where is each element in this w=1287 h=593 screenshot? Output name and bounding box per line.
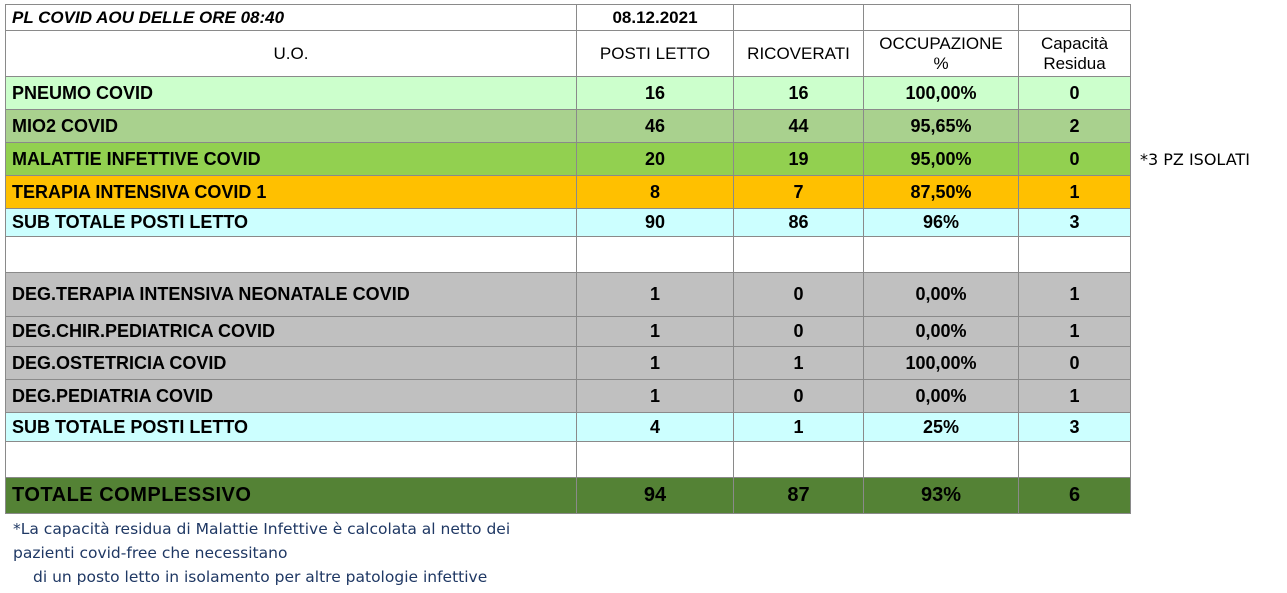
header-empty-cell	[1019, 5, 1131, 31]
row-label: SUB TOTALE POSTI LETTO	[6, 209, 577, 237]
row-label: MIO2 COVID	[6, 110, 577, 143]
ricoverati-value: 16	[734, 77, 864, 110]
posti-letto-value: 94	[577, 478, 734, 514]
posti-letto-value: 1	[577, 317, 734, 347]
table-row	[6, 143, 1131, 176]
column-header-capacita-line2: Residua	[1043, 53, 1106, 73]
column-header-uo: U.O.	[6, 31, 577, 77]
occupazione-value: 100,00%	[864, 347, 1019, 380]
row-label: DEG.PEDIATRIA COVID	[6, 380, 577, 413]
ricoverati-value: 7	[734, 176, 864, 209]
occupazione-value: 96%	[864, 209, 1019, 237]
empty-cell	[577, 442, 734, 478]
posti-letto-value: 90	[577, 209, 734, 237]
table-row	[6, 176, 1131, 209]
column-header-capacita-line1: Capacità	[1040, 33, 1109, 53]
subtotal-row	[6, 209, 1131, 237]
occupazione-value: 100,00%	[864, 77, 1019, 110]
capacita-value: 0	[1019, 143, 1131, 176]
empty-cell	[6, 237, 577, 273]
row-label: TOTALE COMPLESSIVO	[6, 478, 577, 514]
occupazione-value: 0,00%	[864, 273, 1019, 317]
column-header-row	[6, 31, 1131, 77]
posti-letto-value: 1	[577, 380, 734, 413]
capacita-value: 1	[1019, 273, 1131, 317]
ricoverati-value: 0	[734, 380, 864, 413]
ricoverati-value: 1	[734, 413, 864, 442]
posti-letto-value: 8	[577, 176, 734, 209]
header-empty-cell	[864, 5, 1019, 31]
capacita-value: 1	[1019, 380, 1131, 413]
posti-letto-value: 20	[577, 143, 734, 176]
spacer-row	[6, 442, 1131, 478]
row-label: SUB TOTALE POSTI LETTO	[6, 413, 577, 442]
posti-letto-value: 1	[577, 347, 734, 380]
report-date: 08.12.2021	[577, 5, 734, 31]
grand-total-row	[6, 478, 1131, 514]
ricoverati-value: 86	[734, 209, 864, 237]
ricoverati-value: 19	[734, 143, 864, 176]
table-row	[6, 347, 1131, 380]
isolated-patients-note: *3 PZ ISOLATI	[1140, 150, 1250, 169]
occupazione-value: 0,00%	[864, 317, 1019, 347]
capacita-value: 0	[1019, 77, 1131, 110]
column-header-occupazione-line1: OCCUPAZIONE	[879, 33, 1003, 53]
table-row	[6, 380, 1131, 413]
occupazione-value: 95,65%	[864, 110, 1019, 143]
column-header-posti-letto: POSTI LETTO	[577, 31, 734, 77]
row-label: TERAPIA INTENSIVA COVID 1	[6, 176, 577, 209]
footnote	[13, 517, 510, 589]
capacita-value: 3	[1019, 209, 1131, 237]
posti-letto-value: 4	[577, 413, 734, 442]
ricoverati-value: 0	[734, 317, 864, 347]
capacita-value: 1	[1019, 317, 1131, 347]
table-row	[6, 77, 1131, 110]
ricoverati-value: 0	[734, 273, 864, 317]
footnote-line: *La capacità residua di Malattie Infettive è calcolata al netto dei	[13, 520, 511, 538]
empty-cell	[734, 442, 864, 478]
occupazione-value: 25%	[864, 413, 1019, 442]
row-label: DEG.OSTETRICIA COVID	[6, 347, 577, 380]
posti-letto-value: 46	[577, 110, 734, 143]
header-row	[6, 5, 1131, 31]
ricoverati-value: 1	[734, 347, 864, 380]
posti-letto-value: 16	[577, 77, 734, 110]
capacita-value: 6	[1019, 478, 1131, 514]
capacita-value: 1	[1019, 176, 1131, 209]
column-header-capacita	[1019, 31, 1131, 77]
occupazione-value: 87,50%	[864, 176, 1019, 209]
bed-occupancy-table	[5, 4, 1131, 514]
report-title: PL COVID AOU DELLE ORE 08:40	[6, 5, 577, 31]
table-row	[6, 273, 1131, 317]
capacita-value: 0	[1019, 347, 1131, 380]
empty-cell	[864, 442, 1019, 478]
ricoverati-value: 87	[734, 478, 864, 514]
table-row	[6, 317, 1131, 347]
row-label: DEG.CHIR.PEDIATRICA COVID	[6, 317, 577, 347]
empty-cell	[577, 237, 734, 273]
table-row	[6, 110, 1131, 143]
footnote-line: pazienti covid-free che necessitano	[13, 544, 288, 562]
empty-cell	[734, 237, 864, 273]
occupazione-value: 93%	[864, 478, 1019, 514]
row-label: DEG.TERAPIA INTENSIVA NEONATALE COVID	[6, 273, 577, 317]
empty-cell	[6, 442, 577, 478]
column-header-occupazione	[864, 31, 1019, 77]
row-label: PNEUMO COVID	[6, 77, 577, 110]
subtotal-row	[6, 413, 1131, 442]
column-header-ricoverati: RICOVERATI	[734, 31, 864, 77]
posti-letto-value: 1	[577, 273, 734, 317]
header-empty-cell	[734, 5, 864, 31]
spacer-row	[6, 237, 1131, 273]
capacita-value: 2	[1019, 110, 1131, 143]
column-header-occupazione-line2: %	[933, 53, 949, 73]
row-label: MALATTIE INFETTIVE COVID	[6, 143, 577, 176]
empty-cell	[864, 237, 1019, 273]
capacita-value: 3	[1019, 413, 1131, 442]
ricoverati-value: 44	[734, 110, 864, 143]
occupazione-value: 95,00%	[864, 143, 1019, 176]
empty-cell	[1019, 442, 1131, 478]
empty-cell	[1019, 237, 1131, 273]
footnote-line: di un posto letto in isolamento per altre patologie infettive	[33, 568, 488, 586]
occupazione-value: 0,00%	[864, 380, 1019, 413]
